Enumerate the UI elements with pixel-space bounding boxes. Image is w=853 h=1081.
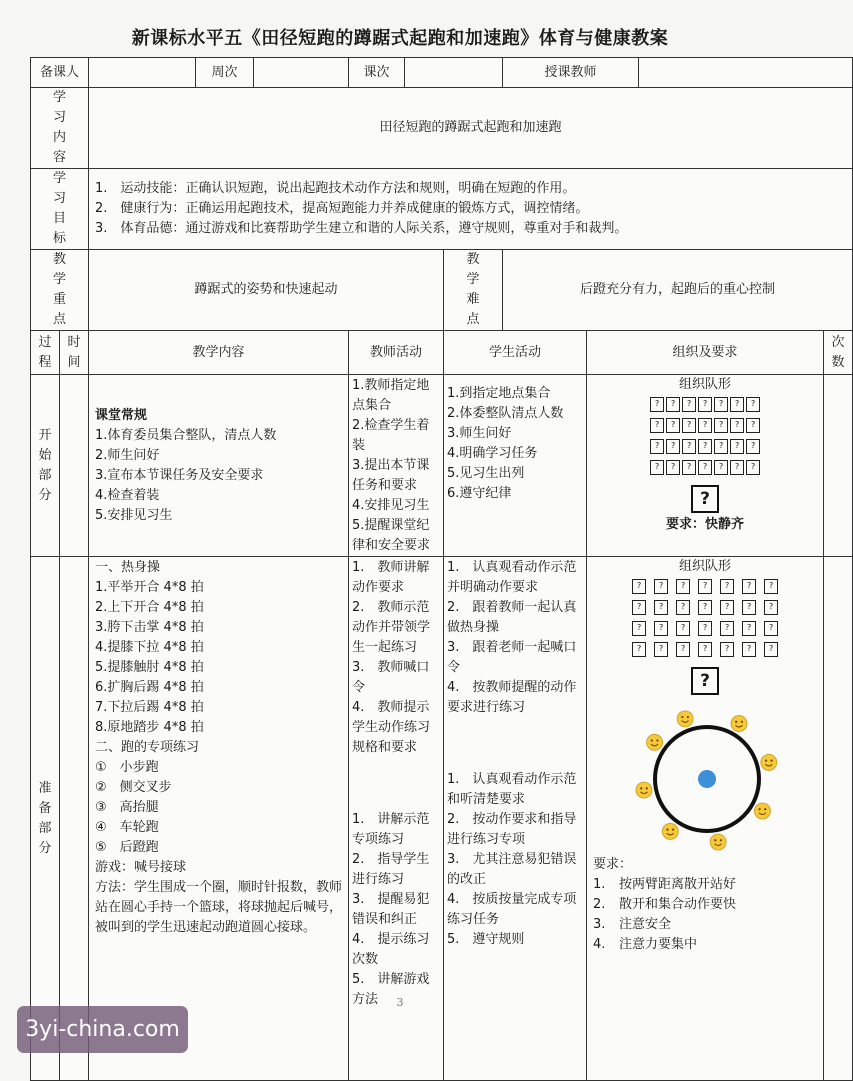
student-square-icon: ? (764, 579, 778, 594)
student-square-icon: ? (698, 642, 712, 657)
prep-student-item: 3. 跟着老师一起喊口令 (447, 640, 577, 675)
prep-student-item: 3. 尤其注意易犯错误的改正 (447, 852, 577, 887)
start-teacher-item: 5.提醒课堂纪律和安全要求 (352, 518, 431, 553)
objective-item: 3. 体育品德：通过游戏和比赛帮助学生建立和谐的人际关系，遵守规则，尊重对手和裁判。 (95, 221, 628, 236)
prep-content-item: 7.下拉后踢 4*8 拍 (95, 700, 204, 715)
content-value: 田径短跑的蹲踞式起跑和加速跑 (89, 88, 853, 169)
student-square-icon: ? (746, 397, 760, 412)
prep-req-text: 注意安全 (619, 917, 672, 932)
student-square-icon: ? (698, 397, 712, 412)
teacher-position-icon: ? (691, 485, 719, 513)
prep-content-item: ② 侧交叉步 (95, 780, 172, 795)
prep-teacher-item: 2. 教师示范动作并带领学生一起练习 (352, 600, 431, 655)
student-smiley-icon (754, 803, 770, 819)
student-square-icon: ? (698, 600, 712, 615)
prep-section-label: 准 备 部 分 (31, 557, 60, 1081)
student-square-icon: ? (764, 621, 778, 636)
prep-teacher-item: 1. 教师讲解动作要求 (352, 560, 430, 595)
prep-content-item: 3.胯下击掌 4*8 拍 (95, 620, 204, 635)
prep-content-item: 5.提膝触肘 4*8 拍 (95, 660, 204, 675)
start-org-requirement: 要求：快静齐 (666, 517, 745, 532)
start-teacher-cell (349, 375, 444, 557)
prep-student-item: 2. 按动作要求和指导进行练习专项 (447, 812, 577, 847)
start-student-item: 3.师生问好 (447, 426, 512, 441)
start-student-item: 5.见习生出列 (447, 466, 525, 481)
col-content: 教学内容 (89, 331, 349, 375)
start-section-row (31, 375, 853, 557)
content-label: 学 习 内 容 (31, 88, 89, 169)
start-student-cell (444, 375, 587, 557)
prep-teacher-label: 备课人 (31, 58, 89, 88)
student-square-icon: ? (654, 642, 668, 657)
student-smiley-icon (662, 823, 678, 839)
teacher-value (639, 58, 853, 88)
student-square-icon: ? (676, 642, 690, 657)
start-content-cell (89, 375, 349, 557)
student-square-icon: ? (720, 579, 734, 594)
prep-content-item: ① 小步跑 (95, 760, 159, 775)
prep-req-num: 3. (593, 917, 606, 932)
start-time-cell (60, 375, 89, 557)
student-square-icon: ? (742, 642, 756, 657)
prep-teacher-item: 4. 教师提示学生动作练习规格和要求 (352, 700, 431, 755)
start-content-item: 5.安排见习生 (95, 507, 173, 523)
student-square-icon: ? (650, 418, 664, 433)
prep-content-item: 游戏：喊号接球 (95, 860, 187, 875)
start-content-item: 1.体育委员集合整队，清点人数 (95, 427, 277, 443)
prep-requirements (590, 855, 820, 955)
col-organization: 组织及要求 (587, 331, 824, 375)
student-smiley-icon (647, 734, 663, 750)
objectives-label: 学 习 目 标 (31, 169, 89, 250)
content-row (31, 88, 853, 169)
start-section-label: 开 始 部 分 (31, 375, 60, 557)
student-square-icon: ? (730, 418, 744, 433)
prep-content-item: ④ 车轮跑 (95, 820, 159, 835)
start-teacher-item: 3.提出本节课任务和要求 (352, 458, 430, 493)
prep-student-item: 1. 认真观看动作示范并明确动作要求 (447, 560, 577, 595)
lesson-label: 课次 (349, 58, 405, 88)
formation-row (590, 458, 820, 479)
prep-content-item: ⑤ 后蹬跑 (95, 840, 159, 855)
student-square-icon: ? (666, 418, 680, 433)
student-square-icon: ? (654, 579, 668, 594)
week-label: 周次 (196, 58, 254, 88)
start-org-cell (587, 375, 824, 557)
student-smiley-icon (710, 834, 726, 850)
prep-content-item: 一、热身操 (95, 560, 161, 575)
teacher-position-icon: ? (691, 667, 719, 695)
start-teacher-item: 2.检查学生着装 (352, 418, 430, 453)
student-square-icon: ? (666, 439, 680, 454)
student-square-icon: ? (764, 642, 778, 657)
student-square-icon: ? (650, 397, 664, 412)
student-square-icon: ? (714, 460, 728, 475)
student-square-icon: ? (698, 418, 712, 433)
prep-teacher-item: 5. 讲解游戏方法 (352, 972, 430, 1007)
col-time: 时 间 (60, 331, 89, 375)
prep-student-item: 2. 跟着教师一起认真做热身操 (447, 600, 577, 635)
formation-row (590, 577, 820, 598)
circle-game-diagram (625, 703, 785, 843)
start-count-cell (824, 375, 853, 557)
prep-student-item: 5. 遵守规则 (447, 932, 525, 947)
student-square-icon: ? (632, 579, 646, 594)
student-square-icon: ? (698, 621, 712, 636)
prep-req-item (593, 935, 820, 955)
student-square-icon: ? (742, 579, 756, 594)
student-square-icon: ? (682, 439, 696, 454)
formation-row (590, 437, 820, 458)
page-title: 新课标水平五《田径短跑的蹲踞式起跑和加速跑》体育与健康教案 (131, 28, 669, 49)
prep-count-cell (824, 557, 853, 1081)
watermark: 3yi-china.com (17, 1006, 188, 1053)
student-square-icon: ? (720, 600, 734, 615)
student-square-icon: ? (650, 460, 664, 475)
start-formation-grid (590, 395, 820, 479)
formation-row (590, 416, 820, 437)
student-square-icon: ? (666, 460, 680, 475)
student-square-icon: ? (742, 621, 756, 636)
prep-student-item: 4. 按教师提醒的动作要求进行练习 (447, 680, 577, 715)
key-point-value: 蹲踞式的姿势和快速起动 (89, 250, 444, 331)
student-smiley-icon (731, 716, 747, 732)
student-square-icon: ? (714, 418, 728, 433)
column-header-row (31, 331, 853, 375)
student-square-icon: ? (650, 439, 664, 454)
prep-req-text: 按两臂距离散开站好 (619, 877, 737, 892)
prep-req-title: 要求： (593, 857, 633, 872)
formation-row (590, 619, 820, 640)
header-row (31, 58, 853, 88)
difficulty-value: 后蹬充分有力，起跑后的重心控制 (503, 250, 853, 331)
lesson-plan-table (30, 57, 853, 1081)
student-square-icon: ? (682, 460, 696, 475)
student-smiley-icon (636, 782, 652, 798)
prep-teacher-item: 4. 提示练习次数 (352, 932, 430, 967)
prep-org-title: 组织队形 (679, 559, 732, 574)
prep-teacher-value (89, 58, 196, 88)
student-square-icon: ? (730, 460, 744, 475)
start-teacher-item: 4.安排见习生 (352, 498, 430, 513)
student-square-icon: ? (676, 600, 690, 615)
lesson-value (405, 58, 503, 88)
prep-content-item: 二、跑的专项练习 (95, 740, 200, 755)
prep-teacher-item: 1. 讲解示范专项练习 (352, 812, 430, 847)
student-square-icon: ? (632, 621, 646, 636)
objectives-row (31, 169, 853, 250)
circle-game-svg (625, 703, 785, 843)
student-square-icon: ? (632, 600, 646, 615)
student-square-icon: ? (720, 621, 734, 636)
prep-content-item: 6.扩胸后踢 4*8 拍 (95, 680, 204, 695)
prep-req-item (593, 895, 820, 915)
focus-row (31, 250, 853, 331)
prep-content-item: 8.原地踏步 4*8 拍 (95, 720, 204, 735)
objective-item: 1. 运动技能：正确认识短跑，说出起跑技术动作方法和规则，明确在短跑的作用。 (95, 181, 576, 196)
prep-req-num: 1. (593, 877, 606, 892)
student-square-icon: ? (764, 600, 778, 615)
formation-row (590, 598, 820, 619)
start-student-item: 4.明确学习任务 (447, 446, 538, 461)
prep-teacher-item: 2. 指导学生进行练习 (352, 852, 430, 887)
page-number: 3 (396, 996, 404, 1009)
student-square-icon: ? (632, 642, 646, 657)
col-student: 学生活动 (444, 331, 587, 375)
prep-content-item: ③ 高抬腿 (95, 800, 159, 815)
formation-row (590, 640, 820, 661)
prep-req-num: 2. (593, 897, 606, 912)
start-content-item: 2.师生问好 (95, 447, 160, 463)
student-square-icon: ? (676, 621, 690, 636)
prep-content-item: 1.平举开合 4*8 拍 (95, 580, 204, 595)
prep-req-text: 散开和集合动作要快 (619, 897, 737, 912)
start-student-item: 2.体委整队清点人数 (447, 406, 564, 421)
student-square-icon: ? (730, 439, 744, 454)
student-square-icon: ? (714, 439, 728, 454)
start-student-item: 6.遵守纪律 (447, 486, 512, 501)
difficulty-label: 教 学 难 点 (444, 250, 503, 331)
student-square-icon: ? (746, 460, 760, 475)
student-square-icon: ? (676, 579, 690, 594)
student-square-icon: ? (698, 579, 712, 594)
prep-content-item: 4.提膝下拉 4*8 拍 (95, 640, 204, 655)
start-content-item: 3.宣布本节课任务及安全要求 (95, 467, 264, 483)
student-square-icon: ? (654, 621, 668, 636)
student-smiley-icon (761, 754, 777, 770)
student-square-icon: ? (698, 439, 712, 454)
basketball-center-icon (698, 770, 716, 788)
objective-item: 2. 健康行为：正确运用起跑技术，提高短跑能力并养成健康的锻炼方式，调控情绪。 (95, 201, 589, 216)
col-count: 次 数 (824, 331, 853, 375)
prep-game-method: 方法：学生围成一个圈，顺时针报数，教师站在圆心手持一个篮球，将球抛起后喊号，被叫到的学生迅速起动跑道圆心接球。 (95, 880, 343, 935)
objectives-list (89, 169, 853, 250)
start-content-item: 4.检查着装 (95, 487, 160, 503)
col-teacher: 教师活动 (349, 331, 444, 375)
prep-student-item: 1. 认真观看动作示范和听清楚要求 (447, 772, 577, 807)
prep-req-item (593, 915, 820, 935)
week-value (254, 58, 349, 88)
prep-teacher-item: 3. 提醒易犯错误和纠正 (352, 892, 430, 927)
prep-req-item (593, 875, 820, 895)
start-student-item: 1.到指定地点集合 (447, 386, 551, 401)
prep-formation-grid (590, 577, 820, 661)
student-square-icon: ? (654, 600, 668, 615)
student-square-icon: ? (742, 600, 756, 615)
prep-content-item: 2.上下开合 4*8 拍 (95, 600, 204, 615)
start-teacher-item: 1.教师指定地点集合 (352, 378, 430, 413)
student-square-icon: ? (746, 439, 760, 454)
student-square-icon: ? (698, 460, 712, 475)
prep-req-num: 4. (593, 937, 606, 952)
prep-req-text: 注意力要集中 (619, 937, 698, 952)
student-square-icon: ? (720, 642, 734, 657)
teacher-label: 授课教师 (503, 58, 639, 88)
student-square-icon: ? (682, 397, 696, 412)
student-square-icon: ? (666, 397, 680, 412)
formation-row (590, 395, 820, 416)
student-square-icon: ? (730, 397, 744, 412)
col-process: 过 程 (31, 331, 60, 375)
student-square-icon: ? (746, 418, 760, 433)
student-smiley-icon (677, 711, 693, 727)
prep-teacher-item: 3. 教师喊口令 (352, 660, 430, 695)
key-point-label: 教 学 重 点 (31, 250, 89, 331)
student-square-icon: ? (714, 397, 728, 412)
start-content-title: 课堂常规 (95, 407, 148, 423)
prep-student-item: 4. 按质按量完成专项练习任务 (447, 892, 577, 927)
student-square-icon: ? (682, 418, 696, 433)
start-org-title: 组织队形 (679, 377, 732, 392)
